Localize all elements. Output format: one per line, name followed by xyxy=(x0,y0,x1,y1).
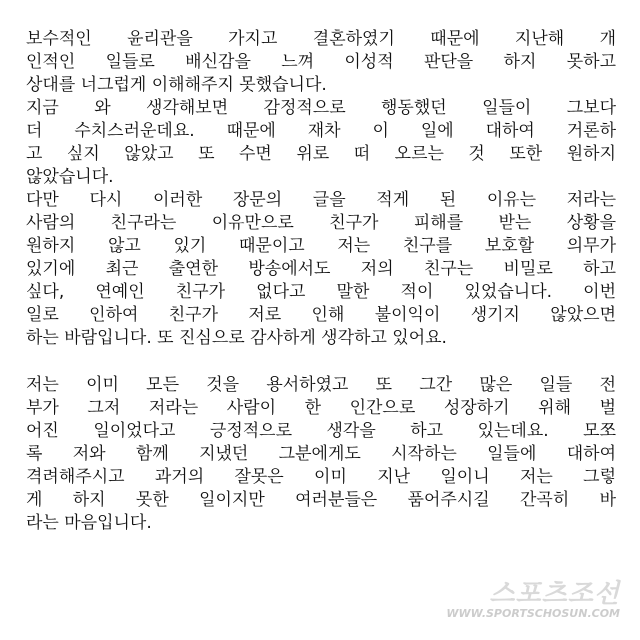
watermark-url: WWW.SPORTSCHOSUN.COM xyxy=(446,607,620,620)
text-line: 격려해주시고 과거의 잘못은 이미 지난 일이니 저는 그렇 xyxy=(26,467,616,487)
paragraph-4 xyxy=(26,374,616,535)
watermark xyxy=(446,580,620,620)
text-line: 더 수치스러운데요. 때문에 재차 이 일에 대하여 거론하 xyxy=(26,121,616,141)
watermark-logo: 스포츠조선 xyxy=(489,579,620,609)
text-line: 저는 이미 모든 것을 용서하였고 또 그간 많은 일들 전 xyxy=(26,375,616,395)
text-line: 상대를 너그럽게 이해해주지 못했습니다. xyxy=(26,75,327,95)
text-line: 록 저와 함께 지냈던 그분에게도 시작하는 일들에 대하여 xyxy=(26,444,616,464)
text-line: 고 싶지 않았고 또 수면 위로 떠 오르는 것 또한 원하지 xyxy=(26,144,616,164)
text-line: 지금 와 생각해보면 감정적으로 행동했던 일들이 그보다 xyxy=(26,98,616,118)
text-line: 게 하지 못한 일이지만 여러분들은 품어주시길 간곡히 바 xyxy=(26,490,616,510)
text-line: 인적인 일들로 배신감을 느껴 이성적 판단을 하지 못하고 xyxy=(26,52,616,72)
text-line: 어진 일이었다고 긍정적으로 생각을 하고 있는데요. 모쪼 xyxy=(26,421,616,441)
paragraph-1 xyxy=(26,28,616,97)
text-line: 싶다, 연예인 친구가 없다고 말한 적이 있었습니다. 이번 xyxy=(26,282,616,302)
text-line: 라는 마음입니다. xyxy=(26,513,152,533)
text-line: 있기에 최근 출연한 방송에서도 저의 친구는 비밀로 하고 xyxy=(26,259,616,279)
text-line: 원하지 않고 있기 때문이고 저는 친구를 보호할 의무가 xyxy=(26,236,616,256)
text-line: 보수적인 윤리관을 가지고 결혼하였기 때문에 지난해 개 xyxy=(26,29,616,49)
paragraph-3 xyxy=(26,189,616,350)
text-line: 하는 바람입니다. 또 진심으로 감사하게 생각하고 있어요. xyxy=(26,328,447,348)
paragraph-2 xyxy=(26,97,616,189)
document-body xyxy=(26,28,616,535)
text-line: 사람의 친구라는 이유만으로 친구가 피해를 받는 상황을 xyxy=(26,213,616,233)
text-line: 않았습니다. xyxy=(26,167,114,187)
paragraph-gap xyxy=(26,350,616,374)
text-line: 부가 그저 저라는 사람이 한 인간으로 성장하기 위해 벌 xyxy=(26,398,616,418)
text-line: 다만 다시 이러한 장문의 글을 적게 된 이유는 저라는 xyxy=(26,190,616,210)
text-line: 일로 인하여 친구가 저로 인해 불이익이 생기지 않았으면 xyxy=(26,305,616,325)
